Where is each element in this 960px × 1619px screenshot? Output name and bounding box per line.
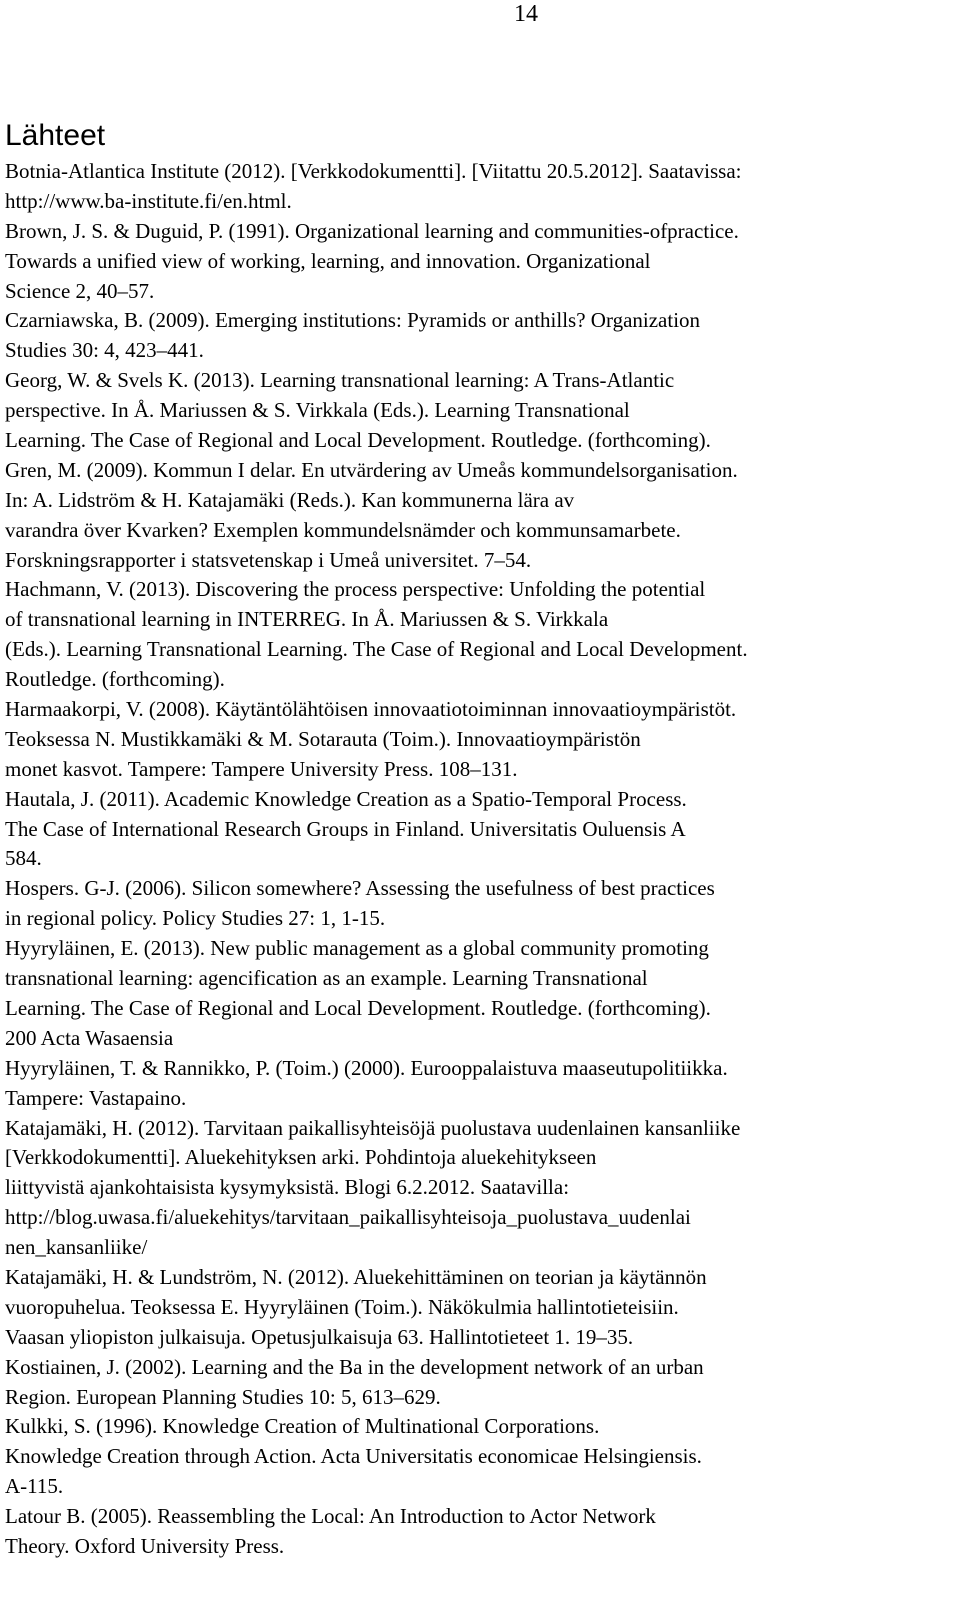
reference-list [5,157,955,1562]
reference-line: Brown, J. S. & Duguid, P. (1991). Organizational learning and communities-ofpractice. [5,218,739,243]
reference-line: Katajamäki, H. (2012). Tarvitaan paikallisyhteisöjä puolustava uudenlainen kansanliike [5,1115,741,1140]
reference-line: Vaasan yliopiston julkaisuja. Opetusjulkaisuja 63. Hallintotieteet 1. 19–35. [5,1324,634,1349]
reference-line: Harmaakorpi, V. (2008). Käytäntölähtöisen innovaatiotoiminnan innovaatioympäristöt. [5,697,737,722]
reference-line: vuoropuhelua. Teoksessa E. Hyyryläinen (Toim.). Näkökulmia hallintotieteisiin. [5,1294,679,1319]
page-number: 14 [514,1,538,27]
reference-line: Routledge. (forthcoming). [5,667,225,692]
reference-line: Gren, M. (2009). Kommun I delar. En utvärdering av Umeås kommundelsorganisation. [5,457,738,482]
page-title: Lähteet [5,119,106,152]
reference-line: Czarniawska, B. (2009). Emerging institutions: Pyramids or anthills? Organization [5,308,701,333]
reference-line: Kulkki, S. (1996). Knowledge Creation of Multinational Corporations. [5,1414,600,1439]
reference-line: Katajamäki, H. & Lundström, N. (2012). Aluekehittäminen on teorian ja käytännön [5,1264,707,1289]
reference-line: Tampere: Vastapaino. [5,1085,187,1110]
reference-line: Theory. Oxford University Press. [5,1533,285,1558]
reference-line: http://www.ba-institute.fi/en.html. [5,188,292,213]
reference-line: 200 Acta Wasaensia [5,1025,174,1050]
reference-line: http://blog.uwasa.fi/aluekehitys/tarvitaan_paikallisyhteisoja_puolustava_uudenlai [5,1205,691,1230]
reference-line: perspective. In Å. Mariussen & S. Virkkala (Eds.). Learning Transnational [5,398,630,423]
reference-line: in regional policy. Policy Studies 27: 1, 1-15. [5,906,386,931]
reference-line: A-115. [5,1474,64,1499]
reference-line: varandra över Kvarken? Exemplen kommundelsnämder och kommunsamarbete. [5,517,681,542]
reference-line: In: A. Lidström & H. Katajamäki (Reds.). Kan kommunerna lära av [5,487,575,512]
reference-line: (Eds.). Learning Transnational Learning. The Case of Regional and Local Development. [5,637,748,662]
reference-line: Studies 30: 4, 423–441. [5,338,204,363]
reference-line: Hyyryläinen, E. (2013). New public management as a global community promoting [5,936,709,961]
reference-line: Science 2, 40–57. [5,278,155,303]
reference-line: [Verkkodokumentti]. Aluekehityksen arki. Pohdintoja aluekehitykseen [5,1145,597,1170]
reference-line: Learning. The Case of Regional and Local Development. Routledge. (forthcoming). [5,995,711,1020]
reference-line: nen_kansanliike/ [5,1235,148,1260]
reference-line: Teoksessa N. Mustikkamäki & M. Sotarauta (Toim.). Innovaatioympäristön [5,726,641,751]
reference-line: Georg, W. & Svels K. (2013). Learning transnational learning: A Trans-Atlantic [5,368,675,393]
reference-line: Region. European Planning Studies 10: 5, 613–629. [5,1384,441,1409]
reference-line: Kostiainen, J. (2002). Learning and the Ba in the development network of an urban [5,1354,704,1379]
reference-line: liittyvistä ajankohtaisista kysymyksistä. Blogi 6.2.2012. Saatavilla: [5,1175,570,1200]
reference-line: Hachmann, V. (2013). Discovering the process perspective: Unfolding the potential [5,577,706,602]
reference-line: The Case of International Research Groups in Finland. Universitatis Ouluensis A [5,816,686,841]
reference-line: Latour B. (2005). Reassembling the Local: An Introduction to Actor Network [5,1504,656,1529]
reference-line: Towards a unified view of working, learning, and innovation. Organizational [5,248,651,273]
reference-line: Hospers. G-J. (2006). Silicon somewhere? Assessing the usefulness of best practices [5,876,715,901]
reference-line: 584. [5,846,42,871]
reference-line: Hautala, J. (2011). Academic Knowledge Creation as a Spatio-Temporal Process. [5,786,687,811]
reference-line: Hyyryläinen, T. & Rannikko, P. (Toim.) (2000). Eurooppalaistuva maaseutupolitiikka. [5,1055,728,1080]
reference-line: Forskningsrapporter i statsvetenskap i Umeå universitet. 7–54. [5,547,532,572]
reference-line: transnational learning: agencification as an example. Learning Transnational [5,966,648,991]
reference-line: Botnia-Atlantica Institute (2012). [Verkkodokumentti]. [Viitattu 20.5.2012]. Saatavissa: [5,159,742,183]
reference-line: monet kasvot. Tampere: Tampere University Press. 108–131. [5,756,518,781]
reference-line: Learning. The Case of Regional and Local Development. Routledge. (forthcoming). [5,428,711,453]
reference-line: Knowledge Creation through Action. Acta Universitatis economicae Helsingiensis. [5,1444,702,1469]
reference-line: of transnational learning in INTERREG. In Å. Mariussen & S. Virkkala [5,607,609,632]
